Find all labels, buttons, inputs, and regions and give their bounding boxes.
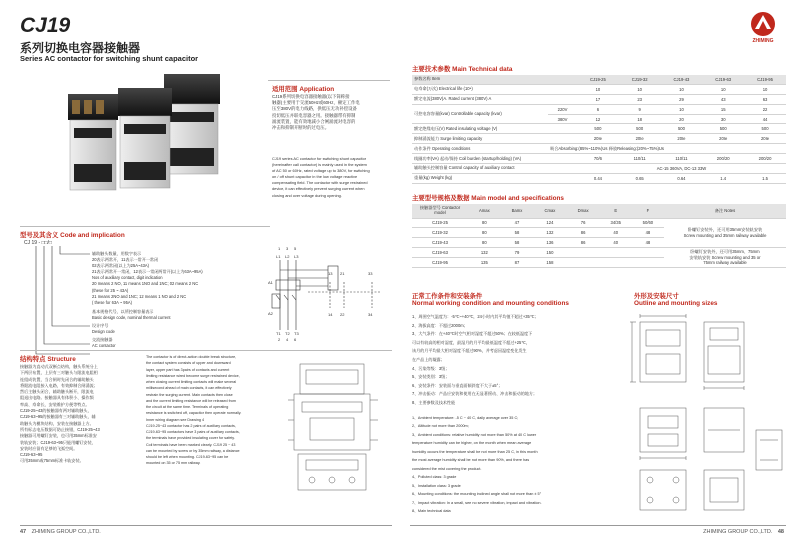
table-row: CJ19-32 80 58 132 86 40 48 xyxy=(412,228,786,238)
svg-text:L2: L2 xyxy=(285,254,290,259)
svg-text:4: 4 xyxy=(286,337,289,342)
svg-text:21: 21 xyxy=(340,271,345,276)
footer-company-left: ZHIMING GROUP CO.,LTD. xyxy=(31,529,101,535)
table-row: 可控电容容量(kvar) Controllable capacity (kvar) 220V 6 9 10 15 22 xyxy=(412,104,786,114)
conditions-text-cn: 1、周围空气温度为：-5℃~+40℃，24小时内其平均值不超过+35℃； 2、海拔高度：不超过2000m； 3、大气条件：在+40℃时空气相对湿度不超过50%；在较低温度下 可以有较高的相对湿度，最湿月的月平均最低温度不超过+25℃， 该月的月平均最大相对湿度不超过90%，并考虑因温度变化发生 在产品上的凝露； 4、污染等级：3级； 5、安装类别：3级； 6、安装条件：安装面与垂直面倾斜度不大于±5°； 7、冲击振动：产品应安装和使用在无显著摇动、冲击和振动的地方； 8、主要参数及技术性能 xyxy=(412,314,539,405)
table-row: 额定电流(380V)A. Rated current (380V) A 17 23 29 43 63 xyxy=(412,94,786,104)
svg-text:1: 1 xyxy=(278,246,281,251)
page-number-right: 48 xyxy=(777,529,784,535)
table-row: 抑制涌流能力 Surge limiting capacity 20Ie 20Ie 20Ie 20Ie 20Ie xyxy=(412,134,786,144)
outline-heading: 外形及安装尺寸 Outline and mounting sizes xyxy=(634,293,718,308)
outline-drawings xyxy=(626,310,790,518)
title-en: Series AC contactor for switching shunt capacitor xyxy=(20,54,199,63)
code-explanation: 辅助触头数量，用数字表示 20表示两常开，11表示一常开一常闭 02表示两常闭(以上为25A~43A) 21表示两常开一常闭，12表示一常闭两常开(以上为63A~95A) Nos of auxiliary contact, digit indication 20 means 2 NO, 11 means 1NO and 1NC; 02 means 2 NC (these for 25 ~ 43A) 21 means 2NO and 1NC; 12 means 1 NO and 2 NC ( these for 63A ~ 95A) 基本规格代号，以所控制容量表示 Basic design code, nominal thermal current 设计序号 Design code 交流接触器 AC contactor xyxy=(92,251,203,349)
footer-right xyxy=(703,529,784,535)
table-row: 重量(kg) Weight (kg) 0.44 0.65 0.64 1.4 1.5 xyxy=(412,173,786,183)
page-number-left: 47 xyxy=(20,529,27,535)
product-photo xyxy=(60,68,232,198)
svg-text:L3: L3 xyxy=(294,254,299,259)
table-row: CJ19-43 80 58 136 86 40 48 xyxy=(412,238,786,248)
tech-table: 参数名称 Item CJ19-25 CJ19-32 CJ19-43 CJ19-63 CJ19-95 电寿命(万次) Electrical life (10⁴) 10 10 10 10 10 额定电流(380V)A. Rated current (380V) A 17 23 29 43 63 可控电容容量(kvar) Controllable capacity (kvar) 220V 6 9 10 15 22 380V 12 18 20 30 44 额定绝缘电压(V) Rated insulating voltage (V) 500 500 500 500 500 抑制涌流能力 Surge limiting capacity 20Ie 20Ie 20Ie 20Ie 20Ie 动作条件 Operating conditions 吸合Absorbing:(85%~110%)Us 释放Releasing:(20%~75%)Us 线圈功率(VA) 起动/保持 Coil burden (startup/holding) (VA) 70/6 110/11 110/11 200/20 200/20 辅助触头控制容量 Control capacity of auxiliary contact AC-15 360VA, DC-13 33W 重量(kg) Weight (kg) 0.44 0.65 0.64 1.4 1.5 xyxy=(412,75,786,184)
footer-left xyxy=(20,529,101,535)
svg-text:A2: A2 xyxy=(268,311,273,316)
model-code: CJ 19 - □□/□ xyxy=(24,240,52,246)
svg-text:33: 33 xyxy=(368,271,373,276)
application-text-cn: CJ19系列切换电容器接触器(以下简称接 触器)主要用于交流50Hz或60Hz，额定工作电 压至380V的电力线路，供低压无功补偿设备 投切低压并联电容器之用。接触器带有抑制 涌流装置，能有效地减小合闸涌流对电容的 冲击和抑制开断时的过电压。 xyxy=(272,94,360,131)
svg-text:6: 6 xyxy=(294,337,297,342)
table-row: 380V 12 18 20 30 44 xyxy=(412,114,786,124)
svg-text:T2: T2 xyxy=(285,331,290,336)
structure-text-en: The contactor is of direct-action double break structure, the contact system consists of upper and downward layer, upper part has 3pairs of contacts and current limiting resistance wired become surge restrained device, when closing current limiting contacts will make several millisecond ahead of main contacts, it can effectively restrain the surging current. Main contacts then close and the current limiting resistance will be released from the circuit at the same time. Terminals of operating resistance is switched off, capacitor then operate normally. Inner wiring diagram see Drawing 4 CJ19-25~43 contactor has 2 pairs of auxiliary contacts, CJ19-63~95 contactors have 3 pairs of auxiliary contacts, the terminals have provided insulating cover for safety. Coil terminals have been marked clearly. CJ19 25 ~ 43 can be mounted by screw or by 35mm railway, a distance should be left when mounting. CJ19-63~95 can be mounted on 35 or 75 mm railway. xyxy=(146,355,242,466)
structure-text-cn: 接触器为直动式双断点结构，触头系统分上 下两层布置，上层有三对触头与限流电阻相 连组成装置，当合闸时先闭合的辅助触头 将限流电阻接入电路，有效抑制合闸涌流； 然后主触头闭合，辅助触头断开，限流电 阻退出电路。接触器具有体积小、操作频 率高、寿命长、安装维护方便等特点。 CJ19-25~43的接触器有两对辅助触头， CJ19-63~95的接触器有三对辅助触头，辅 助触头为模块结构，安装在接触器上方。 所有标志电压数据可防止接错，CJ19-25~43 接触器可用螺钉安装，也可用35mm标准安 装轨安装；CJ19-63~95只能用螺钉安装， 安装时应留有足够的飞弧空间。 CJ19-63~95 可用35mm或75mm标准卡轨安装。 xyxy=(20,364,100,464)
svg-text:T1: T1 xyxy=(276,331,281,336)
footer-company-right: ZHIMING GROUP CO.,LTD. xyxy=(703,529,773,535)
conditions-text-en: 1、Ambient temperature: -5 C ~ 40 C, daily average over 35 C; 2、Altitude not more than 2000m; 3、Ambient conditions: relative humidity not more than 50% at 40 C lower temperature humidity can be higher, on the month when mean average humidity occurs the temperature shall be not more than 25 C, in this month the most average humidity shall be not more than 90%, and there has considered the mist covering the product. 4、Polluted class: 3 grade 5、Installation class: 3 grade 6、Mounting conditions: the mounting inclined angle shall not more than ± 5° 7、Impact vibration: In a small, see no severe vibration, impact and vibration. 8、Main technical data xyxy=(412,416,542,513)
table-row: CJ19-63 132 79 150 卧螺钉安装外，还可用35mm、75mm 安装轨安装 Screw mounting and 35 or 75mm railway available xyxy=(412,248,786,258)
table-row: CJ19-25 80 47 124 76 34/35 50/60 卧螺钉安装外，还可用35mm安装轨安装 Screw mounting and 35mm railway available xyxy=(412,218,786,228)
table-row: 线圈功率(VA) 起动/保持 Coil burden (startup/holding) (VA) 70/6 110/11 110/11 200/20 200/20 xyxy=(412,154,786,164)
wiring-diagram xyxy=(268,240,392,342)
svg-text:T3: T3 xyxy=(294,331,299,336)
table-row: 额定绝缘电压(V) Rated insulating voltage (V) 500 500 500 500 500 xyxy=(412,124,786,134)
table-row: CJ19-95 135 87 158 xyxy=(412,258,786,268)
svg-text:14: 14 xyxy=(328,312,333,317)
table-row: 动作条件 Operating conditions 吸合Absorbing:(85%~110%)Us 释放Releasing:(20%~75%)Us xyxy=(412,144,786,154)
svg-text:5: 5 xyxy=(294,246,297,251)
svg-text:L1: L1 xyxy=(276,254,281,259)
dims-table: 接触器型号 Contactor model Amax Bamx Cmax Dmax E F 备注 Notes CJ19-25 80 47 124 76 34/35 50/60 卧螺钉安装外，还可用35mm安装轨安装 Screw mounting and 35mm railway available CJ19-32 80 58 132 86 40 48 CJ19-43 80 58 136 86 40 48 CJ19-63 132 79 150 卧螺钉安装外，还可用35mm、75mm 安装轨安装 Screw mounting and 35 or 75mm railway available CJ19-95 135 87 158 xyxy=(412,204,786,268)
company-logo xyxy=(742,9,784,49)
structure-heading: 结构特点 Structure xyxy=(20,356,76,363)
conditions-heading: 正常工作条件和安装条件 Normal working condition and mounting conditions xyxy=(412,293,569,308)
title-cn: 系列切换电容器接触器 xyxy=(20,41,141,55)
application-heading: 适用范围 Application xyxy=(272,86,335,93)
code-heading: 型号及其含义 Code and implication xyxy=(20,232,125,239)
svg-text:13: 13 xyxy=(328,271,333,276)
tech-heading: 主要技术参数 Main Technical data xyxy=(412,66,513,73)
logo-text: ZHIMING xyxy=(752,38,774,44)
page-title: CJ19 xyxy=(20,14,71,37)
code-bracket-lines xyxy=(30,246,92,358)
table-row: 电寿命(万次) Electrical life (10⁴) 10 10 10 10 10 xyxy=(412,84,786,94)
dims-heading: 主要型号规格及数据 Main model and specifications xyxy=(412,195,564,202)
svg-text:3: 3 xyxy=(286,246,289,251)
svg-text:22: 22 xyxy=(340,312,345,317)
structure-drawing xyxy=(282,360,386,502)
table-row: 辅助触头控制容量 Control capacity of auxiliary contact AC-15 360VA, DC-13 33W xyxy=(412,164,786,174)
svg-text:34: 34 xyxy=(368,312,373,317)
svg-text:A1: A1 xyxy=(268,280,273,285)
application-text-en: CJ19 series AC contactor for switching shunt capacitor (hereinafter call contactor) is mainly used in the system of AC 50 or 60Hz, rated voltage up to 380V, for switching on / off shunt capacitor in the low voltage reactive compensating field. The contactor with surge restrained device, it can effectively prevent surging current when closing and over voltage during opening. xyxy=(272,156,370,198)
svg-text:2: 2 xyxy=(278,337,281,342)
